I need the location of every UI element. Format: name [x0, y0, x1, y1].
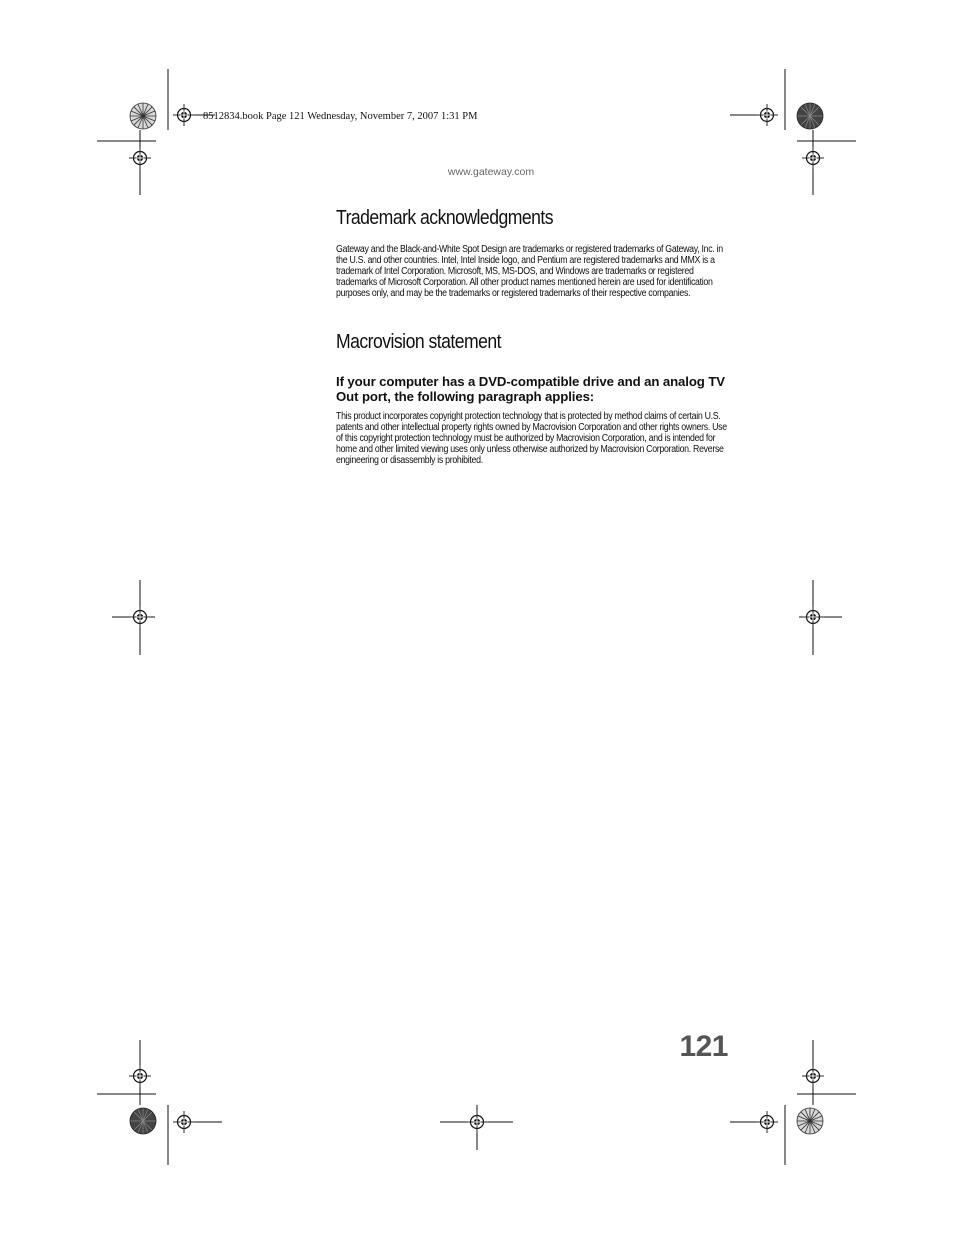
site-url: www.gateway.com [447, 166, 535, 178]
section-heading-trademark: Trademark acknowledgments [336, 207, 554, 229]
section-heading-macrovision: Macrovision statement [336, 331, 501, 353]
macrovision-paragraph: This product incorporates copyright protection technology that is protected by method claims of certain U.S. patents and other intellectual property rights owned by Macrovision Corporation and other rights owners. Use of this copyright protection technology must be authorized by Macrovision Corporation, and is intended for home and other limited viewing uses only unless otherwise authorized by Macrovision Corporation. Reverse engineering or disassembly is prohibited. [336, 411, 727, 466]
macrovision-subheading: If your computer has a DVD-compatible drive and an analog TV Out port, the following paragraph applies: [336, 374, 725, 404]
page-number: 121 [679, 1030, 728, 1063]
print-info: 8512834.book Page 121 Wednesday, November 7, 2007 1:31 PM [203, 111, 478, 122]
trademark-paragraph: Gateway and the Black-and-White Spot Design are trademarks or registered trademarks of Gateway, Inc. in the U.S. and other countries. Intel, Intel Inside logo, and Pentium are registered trademarks and MMX is a trademark of Intel Corporation. Microsoft, MS, MS-DOS, and Windows are trademarks or registered trademarks of Microsoft Corporation. All other product names mentioned herein are used for identification purposes only, and may be the trademarks or registered trademarks of their respective companies. [336, 244, 723, 299]
